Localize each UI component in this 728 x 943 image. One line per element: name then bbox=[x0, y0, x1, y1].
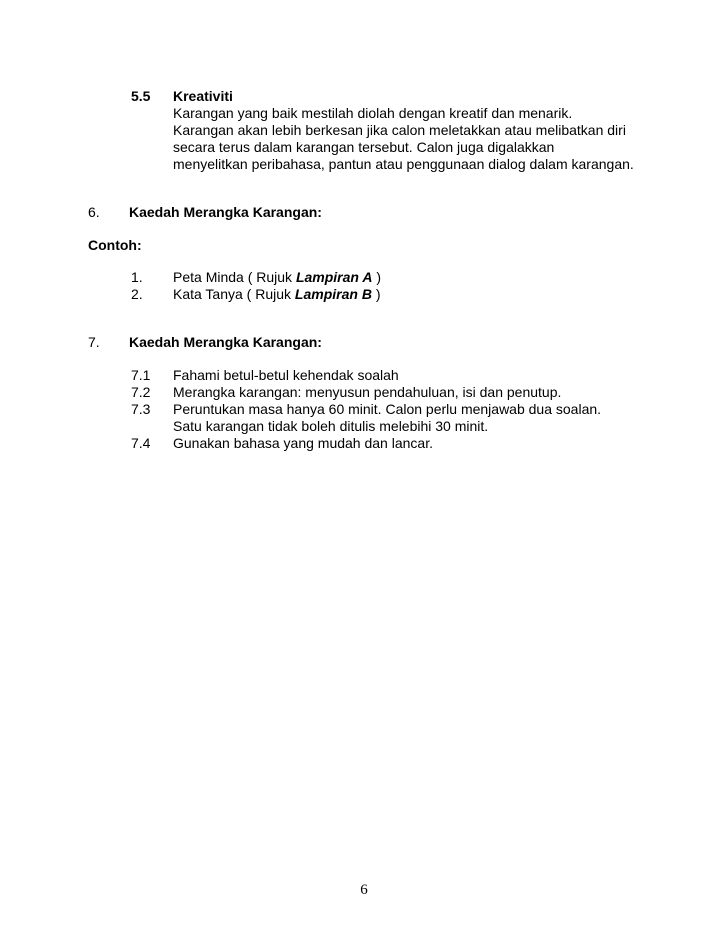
list-number: 1. bbox=[131, 269, 143, 285]
list-item-continuation: Satu karangan tidak boleh ditulis melebihi 30 minit. bbox=[173, 418, 489, 434]
list-number: 7.1 bbox=[131, 367, 151, 383]
example-label: Contoh: bbox=[88, 237, 142, 253]
list-item-text: Peta Minda ( Rujuk bbox=[173, 269, 296, 285]
page-number: 6 bbox=[360, 882, 368, 898]
section-number: 5.5 bbox=[131, 88, 151, 104]
appendix-reference: Lampiran A bbox=[295, 269, 373, 285]
paragraph-line: menyelitkan peribahasa, pantun atau penggunaan dialog dalam karangan. bbox=[173, 156, 634, 172]
list-item: Gunakan bahasa yang mudah dan lancar. bbox=[173, 435, 433, 451]
list-item-suffix: ) bbox=[371, 286, 381, 302]
section-heading: Kaedah Merangka Karangan: bbox=[129, 204, 322, 220]
list-item: Fahami betul-betul kehendak soalah bbox=[173, 367, 399, 383]
section-title: Kreativiti bbox=[173, 88, 233, 104]
list-item-text: Kata Tanya ( Rujuk bbox=[173, 286, 295, 302]
section-heading: Kaedah Merangka Karangan: bbox=[129, 334, 322, 350]
list-item-suffix: ) bbox=[372, 269, 382, 285]
list-number: 2. bbox=[131, 286, 143, 302]
list-item: Peruntukan masa hanya 60 minit. Calon perlu menjawab dua soalan. bbox=[173, 401, 602, 417]
section-number: 7. bbox=[88, 334, 100, 350]
list-number: 7.4 bbox=[131, 435, 151, 451]
list-item bbox=[173, 286, 381, 303]
appendix-reference: Lampiran B bbox=[294, 286, 372, 302]
paragraph-line: secara terus dalam karangan tersebut. Calon juga digalakkan bbox=[173, 139, 555, 155]
paragraph-line: Karangan yang baik mestilah diolah dengan kreatif dan menarik. bbox=[173, 105, 573, 121]
list-item: Merangka karangan: menyusun pendahuluan, isi dan penutup. bbox=[173, 384, 562, 400]
list-number: 7.2 bbox=[131, 384, 151, 400]
list-number: 7.3 bbox=[131, 401, 151, 417]
list-item bbox=[173, 269, 381, 286]
paragraph-line: Karangan akan lebih berkesan jika calon meletakkan atau melibatkan diri bbox=[173, 122, 626, 138]
section-number: 6. bbox=[88, 204, 100, 220]
